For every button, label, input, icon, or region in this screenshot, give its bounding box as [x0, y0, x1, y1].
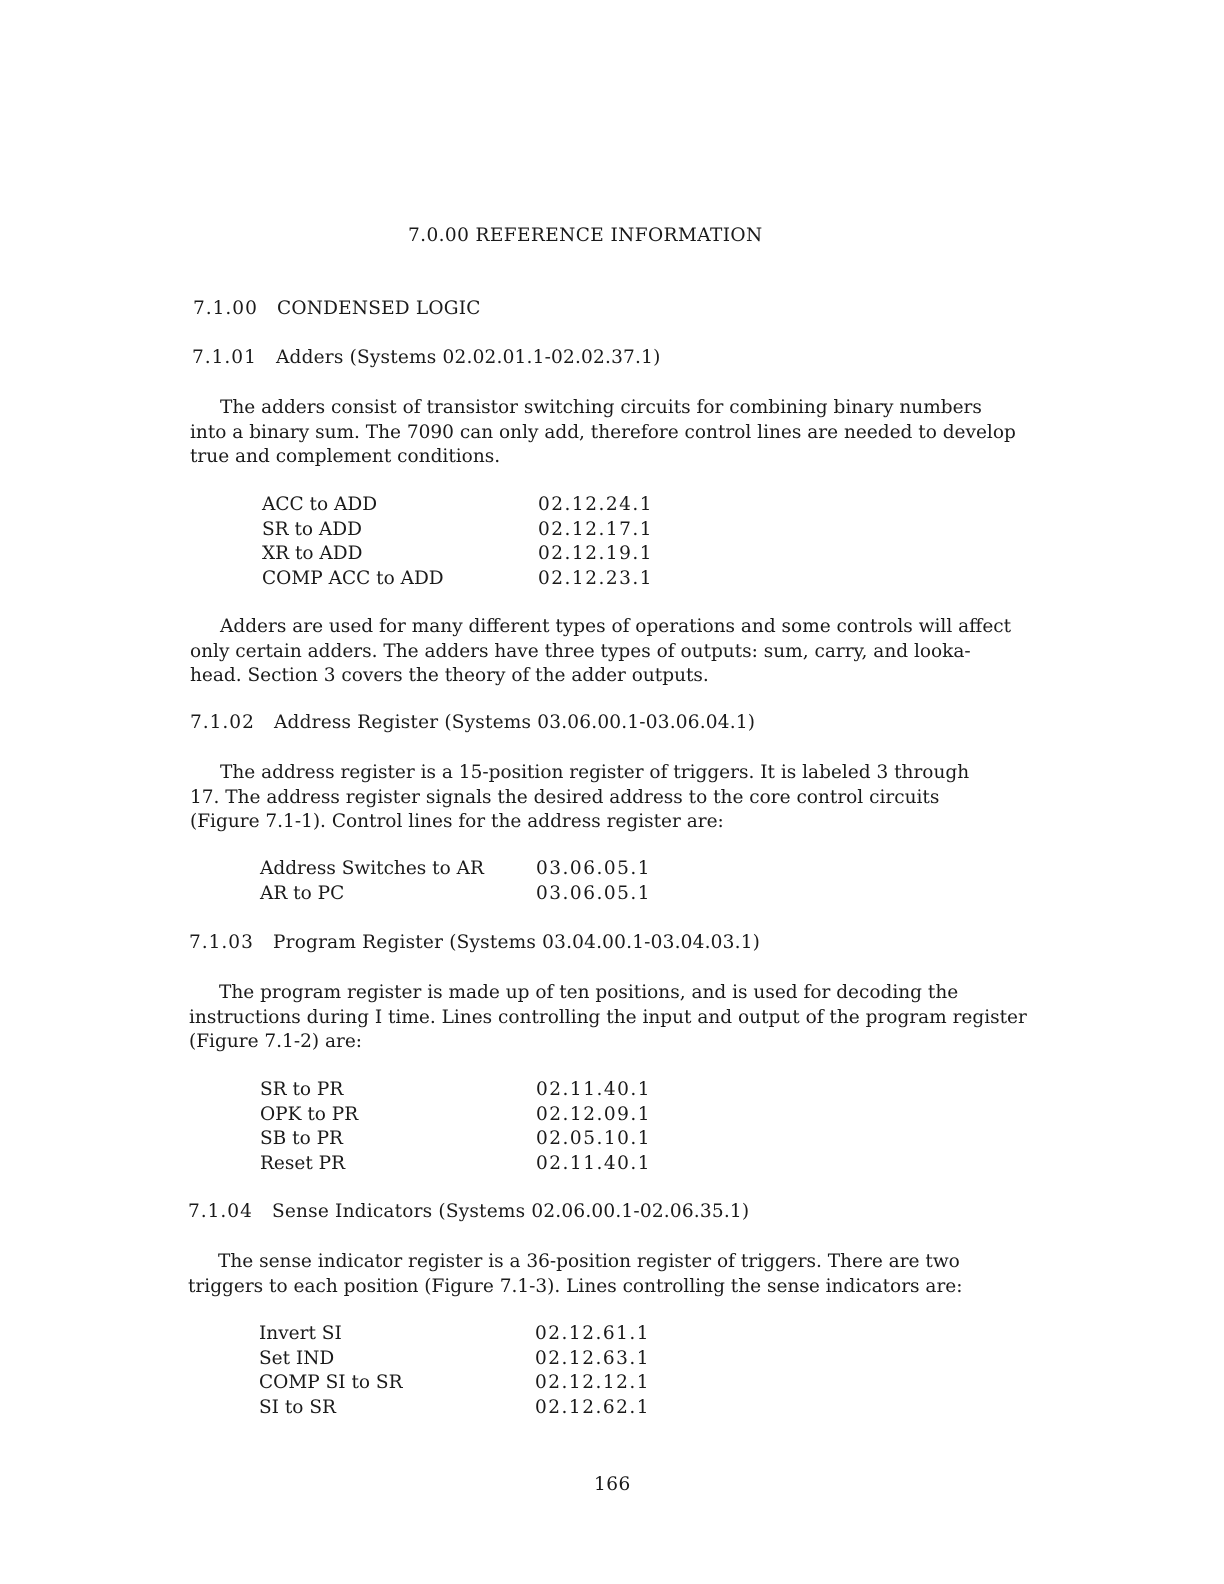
control-label: AR to PC — [260, 882, 345, 904]
paragraph-line: triggers to each position (Figure 7.1-3). Lines controlling the sense indicators are: — [188, 1275, 963, 1297]
subsection-heading-sense-indicators — [188, 1201, 749, 1222]
program-register-control-table — [260, 1078, 651, 1176]
section-heading — [193, 298, 481, 319]
page-number: 166 — [594, 1474, 631, 1495]
paragraph-line: instructions during I time. Lines controlling the input and output of the program register — [189, 1006, 1027, 1028]
control-label: COMP SI to SR — [259, 1372, 403, 1393]
table-row — [260, 882, 651, 907]
subsection-number: 7.1.04 — [188, 1201, 253, 1222]
table-row — [260, 857, 651, 882]
section-title: CONDENSED LOGIC — [277, 298, 481, 319]
subsection-heading-program-register — [189, 932, 760, 953]
table-row — [260, 1127, 651, 1152]
control-value: 03.06.05.1 — [536, 882, 652, 904]
control-value: 02.12.19.1 — [538, 543, 654, 564]
control-label: SB to PR — [260, 1128, 343, 1149]
sense-indicators-paragraph — [188, 1250, 1058, 1299]
control-value: 02.12.17.1 — [538, 518, 654, 540]
table-row — [260, 1078, 651, 1103]
table-row — [259, 1396, 650, 1421]
control-value: 02.05.10.1 — [536, 1128, 652, 1149]
control-value: 02.12.12.1 — [535, 1372, 651, 1393]
table-row — [259, 1371, 650, 1396]
subsection-title: Sense Indicators (Systems 02.06.00.1-02.06.35.1) — [272, 1201, 750, 1222]
control-label: OPK to PR — [260, 1103, 359, 1125]
paragraph-line: head. Section 3 covers the theory of the adder outputs. — [190, 665, 709, 686]
control-label: ACC to ADD — [262, 494, 378, 515]
paragraph-line: 17. The address register signals the desired address to the core control circuits — [190, 786, 940, 808]
control-label: Reset PR — [260, 1152, 346, 1174]
paragraph-line: only certain adders. The adders have three types of outputs: sum, carry, and looka- — [190, 640, 971, 662]
table-row — [262, 567, 653, 592]
paragraph-line: (Figure 7.1-1). Control lines for the address register are: — [190, 811, 724, 832]
page-title: 7.0.00 REFERENCE INFORMATION — [408, 225, 763, 246]
adders-paragraph-2 — [190, 615, 1060, 689]
control-label: SI to SR — [259, 1396, 336, 1418]
subsection-title: Address Register (Systems 03.06.00.1-03.06.04.1) — [274, 712, 756, 733]
paragraph-line: (Figure 7.1-2) are: — [189, 1031, 362, 1052]
control-value: 03.06.05.1 — [536, 858, 652, 879]
sense-indicators-control-table — [259, 1322, 650, 1420]
paragraph-line: The address register is a 15-position register of triggers. It is labeled 3 through — [220, 762, 970, 783]
address-register-control-table — [260, 857, 651, 906]
address-register-paragraph — [190, 761, 1060, 835]
control-label: SR to PR — [260, 1079, 344, 1100]
subsection-heading-address-register — [190, 712, 755, 733]
adders-control-table — [262, 493, 653, 591]
control-label: SR to ADD — [262, 518, 362, 540]
subsection-title: Adders (Systems 02.02.01.1-02.02.37.1) — [276, 347, 661, 368]
section-number: 7.1.00 — [193, 298, 258, 319]
control-value: 02.12.61.1 — [535, 1323, 651, 1344]
table-row — [259, 1322, 650, 1347]
subsection-title: Program Register (Systems 03.04.00.1-03.04.03.1) — [273, 932, 761, 953]
control-value: 02.12.24.1 — [538, 494, 654, 515]
table-row — [262, 493, 653, 518]
control-value: 02.12.23.1 — [538, 567, 654, 589]
control-value: 02.11.40.1 — [536, 1152, 652, 1174]
control-value: 02.12.62.1 — [535, 1396, 651, 1418]
program-register-paragraph — [189, 981, 1059, 1055]
subsection-number: 7.1.02 — [190, 712, 255, 733]
table-row — [259, 1347, 650, 1372]
control-value: 02.12.63.1 — [535, 1347, 651, 1369]
control-label: Invert SI — [259, 1323, 342, 1344]
paragraph-line: The adders consist of transistor switching circuits for combining binary numbers — [220, 397, 982, 418]
table-row — [262, 518, 653, 543]
control-value: 02.12.09.1 — [536, 1103, 652, 1125]
table-row — [260, 1103, 651, 1128]
paragraph-line: The sense indicator register is a 36-position register of triggers. There are two — [218, 1251, 960, 1272]
control-value: 02.11.40.1 — [536, 1079, 652, 1100]
subsection-number: 7.1.03 — [189, 932, 254, 953]
subsection-number: 7.1.01 — [192, 347, 257, 368]
control-label: XR to ADD — [262, 543, 363, 564]
paragraph-line: into a binary sum. The 7090 can only add, therefore control lines are needed to develop — [190, 421, 1016, 443]
control-label: Set IND — [259, 1347, 335, 1369]
control-label: COMP ACC to ADD — [262, 567, 444, 589]
adders-paragraph-1 — [190, 396, 1060, 470]
subsection-heading-adders — [192, 347, 660, 368]
paragraph-line: true and complement conditions. — [190, 446, 501, 467]
control-label: Address Switches to AR — [260, 858, 484, 879]
paragraph-line: Adders are used for many different types of operations and some controls will affect — [220, 616, 1012, 637]
table-row — [260, 1152, 651, 1177]
table-row — [262, 542, 653, 567]
paragraph-line: The program register is made up of ten positions, and is used for decoding the — [219, 982, 959, 1003]
